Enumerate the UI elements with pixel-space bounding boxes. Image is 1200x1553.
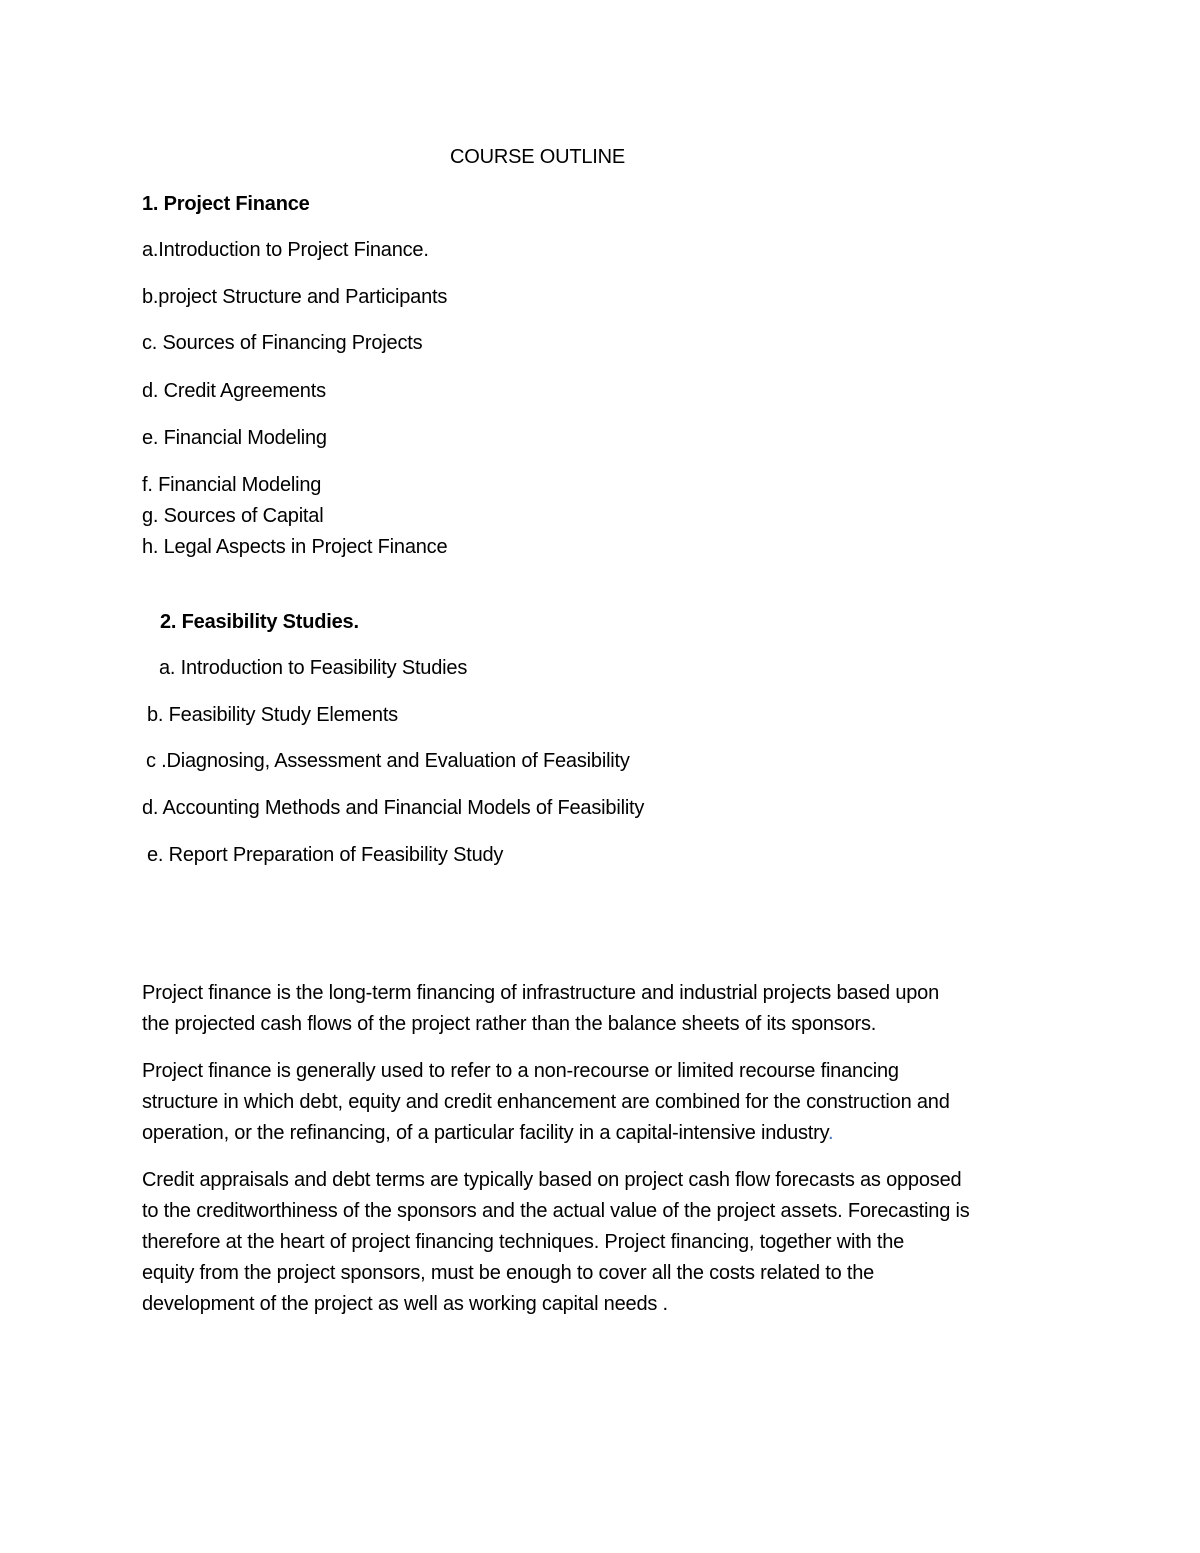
paragraph-2-line: Project finance is generally used to refer to a non-recourse or limited recourse financing — [142, 1060, 899, 1082]
section1-item-b: b.project Structure and Participants — [142, 286, 448, 308]
section1-item-h: h. Legal Aspects in Project Finance — [142, 536, 448, 558]
section2-heading: 2. Feasibility Studies. — [160, 611, 359, 633]
page-title: COURSE OUTLINE — [450, 146, 626, 168]
paragraph-3 — [142, 1165, 1072, 1320]
section1-heading: 1. Project Finance — [142, 193, 310, 215]
paragraph-1-line: Project finance is the long-term financing of infrastructure and industrial projects based upon — [142, 982, 940, 1004]
paragraph-3-line: to the creditworthiness of the sponsors and the actual value of the project assets. Forecasting is — [142, 1200, 970, 1222]
paragraph-2-end-mark: . — [827, 1122, 834, 1144]
section2-item-a: a. Introduction to Feasibility Studies — [159, 657, 468, 679]
paragraph-2 — [142, 1056, 1072, 1149]
section2-item-e: e. Report Preparation of Feasibility Study — [147, 844, 504, 866]
section2-item-c: c .Diagnosing, Assessment and Evaluation of Feasibility — [146, 750, 630, 772]
paragraph-2-line-text: operation, or the refinancing, of a particular facility in a capital-intensive industry — [142, 1122, 828, 1144]
paragraph-2-line-last — [142, 1118, 1072, 1149]
paragraph-1 — [142, 978, 1072, 1040]
paragraph-1-line: the projected cash flows of the project rather than the balance sheets of its sponsors. — [142, 1013, 877, 1035]
section1-item-c: c. Sources of Financing Projects — [142, 332, 423, 354]
paragraph-3-line: development of the project as well as working capital needs . — [142, 1293, 668, 1315]
section1-item-f: f. Financial Modeling — [142, 474, 322, 496]
paragraph-3-line: therefore at the heart of project financing techniques. Project financing, together with the — [142, 1231, 905, 1253]
section1-item-a: a.Introduction to Project Finance. — [142, 239, 429, 261]
section1-item-e: e. Financial Modeling — [142, 427, 327, 449]
paragraph-2-line: structure in which debt, equity and credit enhancement are combined for the construction and — [142, 1091, 950, 1113]
paragraph-3-line: equity from the project sponsors, must be enough to cover all the costs related to the — [142, 1262, 875, 1284]
section2-item-b: b. Feasibility Study Elements — [147, 704, 398, 726]
section1-item-g: g. Sources of Capital — [142, 505, 324, 527]
section1-item-d: d. Credit Agreements — [142, 380, 326, 402]
paragraph-3-line: Credit appraisals and debt terms are typically based on project cash flow forecasts as opposed — [142, 1169, 962, 1191]
section2-item-d: d. Accounting Methods and Financial Models of Feasibility — [142, 797, 645, 819]
